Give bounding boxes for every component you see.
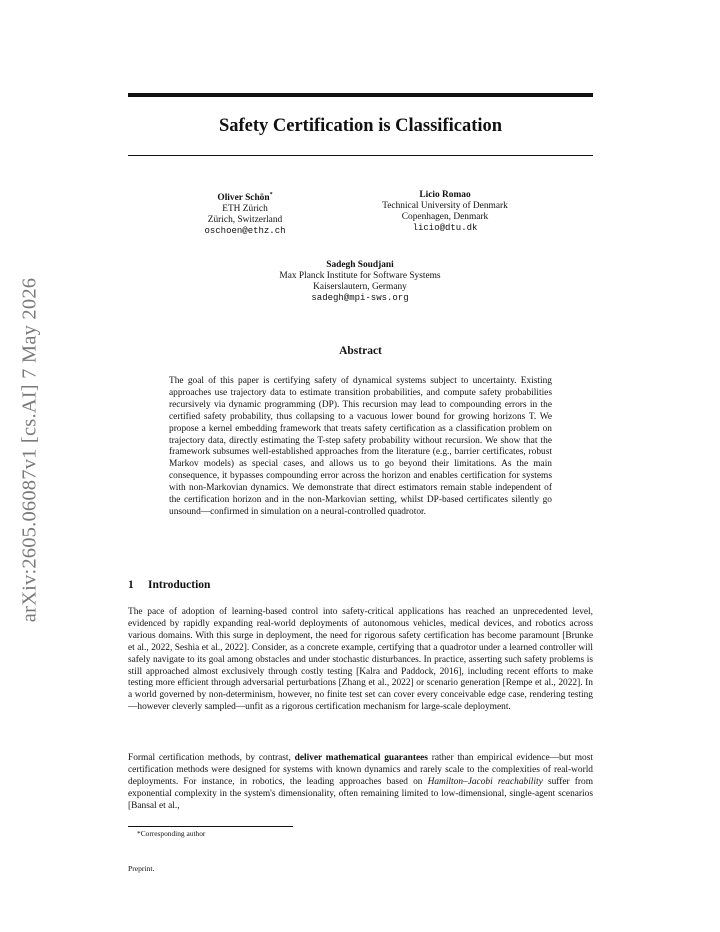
abstract-text: The goal of this paper is certifying safety of dynamical systems subject to uncertainty. Existing approaches use trajectory data to estimate transition probabilities, and compute safety probabilities recursively via dynamic programming (DP). This recursion may lead to compounding errors in the certified safety probability, thus collapsing to a vacuous lower bound for growing horizons T. We propose a kernel embedding framework that treats safety certification as a classification problem on trajectory data, directly estimating the T-step safety probability without recursion. We show that the framework subsumes well-established approaches from the literature (e.g., barrier certificates, robust Markov models) as special cases, and allows us to go beyond their limitations. As the main consequence, it bypasses compounding error across the horizon and enables certification for systems with non-Markovian dynamics. We demonstrate that direct estimators remain stable independent of the certification horizon and in the non-Markovian setting, whilst DP-based certificates silently go unsound—confirmed in simulation on a neural-controlled quadrotor.	[169, 376, 552, 517]
author-block-2	[340, 190, 550, 234]
footnote: *Corresponding author	[137, 829, 206, 838]
author-location: Zürich, Switzerland	[207, 215, 283, 226]
emphasis-italic: Hamilton–Jacobi reachability	[427, 776, 543, 787]
preprint-label: Preprint.	[128, 864, 155, 873]
emphasis-bold: deliver mathematical guarantees	[294, 753, 428, 763]
author-location: Kaiserslautern, Germany	[313, 282, 407, 292]
author-name: Sadegh Soudjani	[326, 260, 394, 270]
author-email[interactable]: sadegh@mpi-sws.org	[311, 293, 409, 303]
title-top-rule	[128, 93, 593, 97]
author-name: Oliver Schön*	[217, 192, 273, 204]
author-affiliation: Max Planck Institute for Software Systems	[279, 271, 441, 281]
author-block-1	[170, 190, 320, 237]
intro-paragraph-2: Formal certification methods, by contrast, deliver mathematical guarantees rather than empirical evidence—but most certification methods were designed for systems with known dynamics and rarely scale to the complexities of real-world deployments. For instance, in robotics, the leading approaches based on Hamilton–Jacobi reachability suffer from exponential complexity in the system's dimensionality, often remaining limited to low-dimensional, single-agent scenarios [Bansal et al.,	[128, 753, 594, 811]
arxiv-identifier[interactable]: arXiv:2605.06087v1 [cs.AI] 7 May 2026	[18, 277, 41, 623]
title-bottom-rule	[128, 155, 593, 156]
footnote-rule	[128, 826, 293, 827]
author-location: Copenhagen, Denmark	[401, 212, 489, 222]
section-title: Introduction	[148, 579, 211, 591]
paper-title: Safety Certification is Classification	[218, 116, 503, 136]
author-affiliation: ETH Zürich	[222, 204, 268, 215]
author-name: Licio Romao	[419, 190, 471, 200]
author-email[interactable]: oschoen@ethz.ch	[204, 226, 286, 237]
section-heading	[128, 579, 210, 591]
author-email[interactable]: licio@dtu.dk	[412, 223, 478, 233]
author-block-3	[230, 260, 490, 304]
abstract-heading: Abstract	[339, 345, 382, 357]
section-number: 1	[128, 579, 134, 591]
author-affiliation: Technical University of Denmark	[382, 201, 508, 211]
intro-paragraph-1: The pace of adoption of learning-based control into safety-critical applications has reached an unprecedented level, evidenced by rapidly expanding real-world deployments of autonomous vehicles, medical devices, and robotics across various domains. With this surge in deployment, the need for rigorous safety certification has become paramount [Brunke et al., 2022, Seshia et al., 2022]. Consider, as a concrete example, certifying that a quadrotor under a learned controller will safely navigate to its goal among obstacles and under stochastic disturbances. In practice, asserting such safety problems is still approached almost exclusively through costly testing [Kalra and Paddock, 2016], including recent efforts to make testing more efficient through adversarial perturbations [Zhang et al., 2022] or scenario generation [Rempe et al., 2022]. In a world governed by non-determinism, however, no finite test set can cover every conceivable edge case, rendering testing—however cleverly sampled—unfit as a rigorous certification mechanism for large-scale deployment.	[128, 607, 593, 713]
